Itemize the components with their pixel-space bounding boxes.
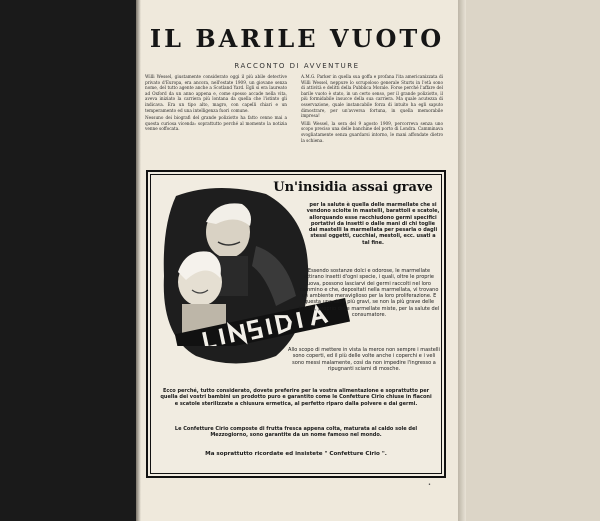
page-binding xyxy=(136,0,141,521)
ad-paragraph-1: per la salute è quella delle marmellate che si vendono sciolte in mastelli, barattoli e scatole, allorquando esse racchiudono germi specifici portativi da insetti o dalle mani di chi toglie dai mastelli la marmellata per pesarla o dagli stessi oggetti, cucchiai, mestoli, ecc. usati a tal fine. xyxy=(306,202,440,246)
ad-paragraph-3: Allo scopo di mettere in vista la merce non sempre i mastelli sono coperti, ed il più delle volte anche i coperchi e i veli sono messi malamente, così da non impedire l'ingresso a ripugnanti sciami di mosche. xyxy=(288,347,440,372)
article-subtitle: RACCONTO DI AVVENTURE xyxy=(234,62,360,70)
cirio-advertisement xyxy=(146,170,446,478)
article-column-right xyxy=(301,74,443,162)
ad-paragraph-5: Le Confetture Cirio composte di frutta fresca appena colta, maturata al caldo sole del Mezzogiorno, sono garantite da un nome famoso nel mondo. xyxy=(174,426,418,439)
adjacent-page xyxy=(466,0,600,521)
article-paragraph: Nessuno dei biografi del grande poliziotto ha fatto cenno mai a questa curiosa vicenda: soprattutto perché al momento la notizia venne soffocata. xyxy=(145,115,287,132)
ad-paragraph-4: Ecco perché, tutto considerato, dovete preferire per la vostra alimentazione e soprattutto per quella dei vostri bambini un prodotto puro e garantito come le Confetture Cirio chiuse in flaconi e scatole sterilizzate a chiusura ermetica, al perfetto riparo dalla polvere e dai germi. xyxy=(160,388,432,407)
ad-heading: Un'insidia assai grave xyxy=(273,180,433,195)
page-edge xyxy=(458,0,466,521)
page-marker: • xyxy=(428,482,431,488)
ad-slogan: Ma soprattutto ricordate ed insistete " Confetture Cirio ". xyxy=(205,451,387,457)
article-paragraph: A.M.G. Parker in quella sua goffa e profana l'ita americanizzata di Willi Wessel, neppure lo scrupoloso generale Sturts in l'età sono di attività e delitti della Pubblica Morale. Forse perché l'affare del barile vuoto è stato, in un certo senso, per il grande poliziotto, il più formidabile insucce della sua carriera. Ma quale acutezza di osservazione, quale instancabile forza di intuito ha egli saputo dimostrare, per un'avversa fortuna, in quella memorabile impresa! xyxy=(301,74,443,119)
ad-paragraph-2: Essendo sostanze dolci e odorose, le marmellate attirano insetti d'ogni specie, i quali, oltre le proprie uova, possono lasciarvi dei germi raccolti nel loro cammino e che, depositati nella marmellata, vi trovano un ambiente meraviglioso per la loro proliferazione. E questa una delle più gravi, se non la più grave delle insidie, proprio delle marmellate miste, per la salute del consumatore. xyxy=(298,268,440,319)
article-title: IL BARILE VUOTO xyxy=(149,24,445,53)
article-paragraph: Willi Wessel, la sera del 9 agosto 1909, percorreva senza uno scopo preciso una delle banchine del porto di Londra. Camminava svogliatamente senza guardarsi intorno, le mani affondate dietro la schiena. xyxy=(301,120,443,143)
article-column-left xyxy=(145,74,287,162)
article-paragraph: Willi Wessel, giustamente considerato oggi il più abile detective privato d'Europa, era ancora, nell'estate 1909, un giovane senza nome, del tutto agente anche a Scotland Yard. Egli si era laureato ad Oxford da un anno appena e, come spesso accade nella vita, aveva iniziato la carriera più lontana da quella che l'istinto gli indicava. Era un tipo alto, magro, con capelli chiari e un temperamento ed una intelligenza fuori comune. xyxy=(145,74,287,113)
